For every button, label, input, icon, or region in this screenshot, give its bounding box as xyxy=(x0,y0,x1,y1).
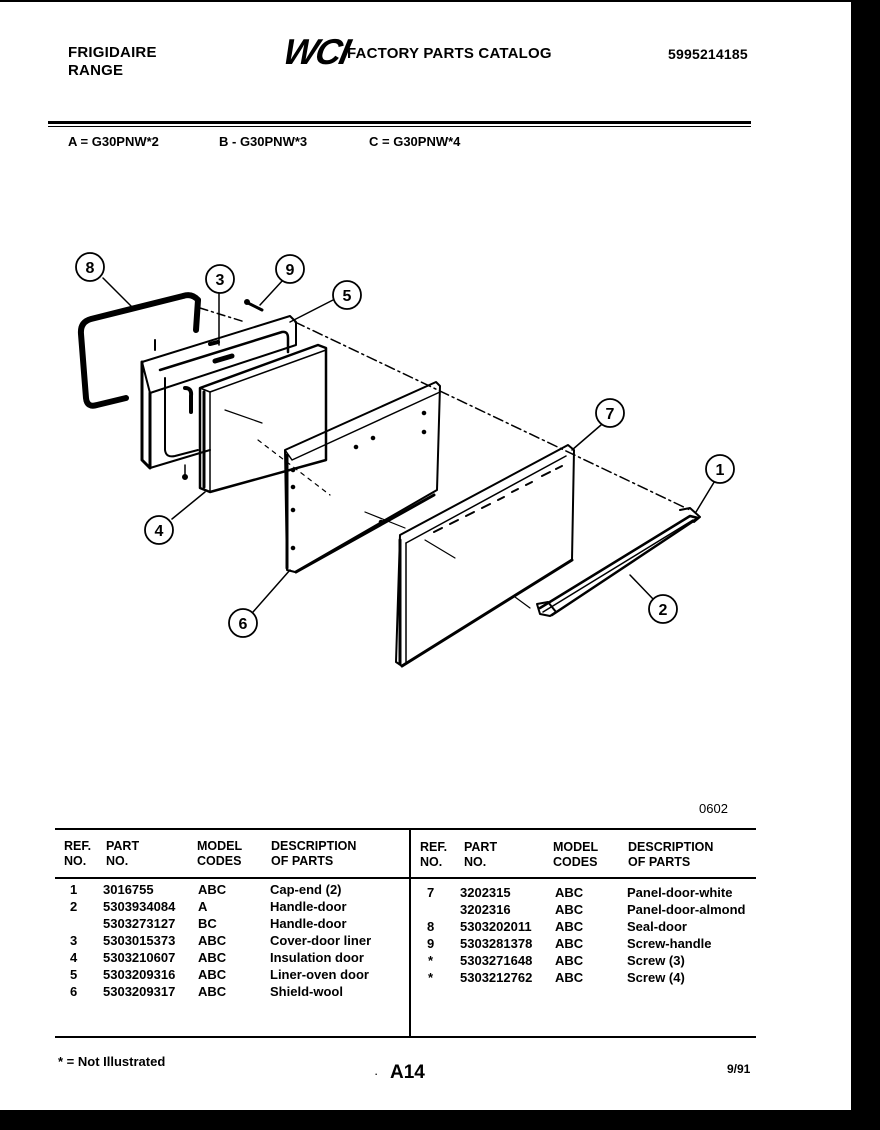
wci-logo: WCI xyxy=(279,31,353,72)
not-illustrated-footnote: * = Not Illustrated xyxy=(58,1054,166,1069)
callout-label-1: 1 xyxy=(715,462,725,479)
scan-border-bottom xyxy=(0,1110,880,1130)
header-part-no: PART NO. xyxy=(106,839,140,868)
model-c: C = G30PNW*4 xyxy=(369,134,461,149)
product-type: RANGE xyxy=(68,62,124,79)
header-part-no-right: PART NO. xyxy=(464,840,498,869)
scan-border-top xyxy=(0,0,880,2)
brand-name: FRIGIDAIRE xyxy=(68,44,157,61)
callout-label-9: 9 xyxy=(285,262,295,279)
header-description: DESCRIPTION OF PARTS xyxy=(271,839,357,868)
page-marker-dot: · xyxy=(374,1066,379,1081)
callout-label-4: 4 xyxy=(154,523,164,540)
model-a: A = G30PNW*2 xyxy=(68,134,159,149)
callout-label-3: 3 xyxy=(215,272,225,289)
header-description-right: DESCRIPTION OF PARTS xyxy=(628,840,714,869)
part-handle-door xyxy=(537,508,700,616)
header-ref-no-right: REF. NO. xyxy=(420,840,448,869)
header-divider xyxy=(48,121,751,124)
callout-label-2: 2 xyxy=(658,602,668,619)
exploded-parts-diagram xyxy=(0,240,850,680)
header-model-codes: MODEL CODES xyxy=(197,839,243,868)
part-shield-wool xyxy=(285,382,440,572)
table-top-rule xyxy=(55,828,756,830)
document-number: 5995214185 xyxy=(668,46,748,62)
model-b: B - G30PNW*3 xyxy=(219,134,308,149)
header-model-codes-right: MODEL CODES xyxy=(553,840,599,869)
table-column-divider xyxy=(409,828,411,1036)
callout-label-7: 7 xyxy=(605,406,615,423)
catalog-title: FACTORY PARTS CATALOG xyxy=(347,45,552,62)
part-insulation-door xyxy=(200,345,326,492)
header-ref-no: REF. NO. xyxy=(64,839,92,868)
callout-label-5: 5 xyxy=(342,288,352,305)
callout-label-6: 6 xyxy=(238,616,248,633)
revision-date: 9/91 xyxy=(727,1062,751,1076)
left-header-rule xyxy=(55,877,409,879)
right-header-rule xyxy=(411,877,756,879)
scan-border-right xyxy=(851,0,880,1130)
brand-block xyxy=(68,44,157,80)
page-number: A14 xyxy=(390,1062,425,1083)
figure-code: 0602 xyxy=(699,801,728,816)
callout-label-8: 8 xyxy=(85,260,95,277)
table-bottom-rule xyxy=(55,1036,756,1038)
part-panel-door xyxy=(396,445,574,666)
callouts xyxy=(76,253,734,637)
header-divider-thin xyxy=(48,126,751,127)
